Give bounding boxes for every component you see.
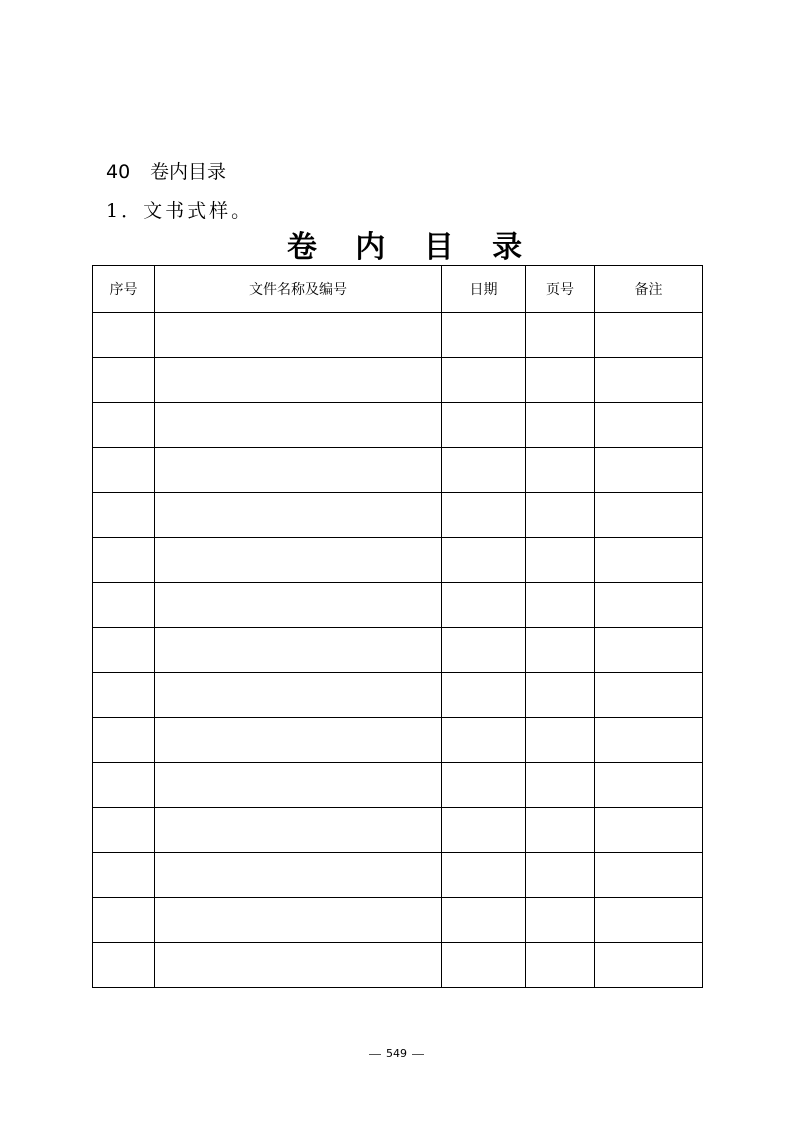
cell-date <box>442 448 526 493</box>
cell-file-name <box>155 313 442 358</box>
cell-file-name <box>155 763 442 808</box>
table-row <box>93 853 703 898</box>
cell-serial <box>93 673 155 718</box>
cell-date <box>442 538 526 583</box>
cell-date <box>442 943 526 988</box>
cell-date <box>442 493 526 538</box>
table-row <box>93 358 703 403</box>
page-footer <box>0 1046 793 1062</box>
cell-remarks <box>595 718 703 763</box>
document-title: 卷 内 目 录 <box>286 230 537 265</box>
table-row <box>93 718 703 763</box>
column-header-page: 页号 <box>526 266 595 313</box>
table-row <box>93 448 703 493</box>
cell-remarks <box>595 403 703 448</box>
table-row <box>93 763 703 808</box>
table-row <box>93 313 703 358</box>
footer-dash-right <box>412 1054 424 1055</box>
cell-remarks <box>595 673 703 718</box>
cell-file-name <box>155 538 442 583</box>
cell-page <box>526 898 595 943</box>
cell-file-name <box>155 898 442 943</box>
cell-date <box>442 808 526 853</box>
cell-page <box>526 718 595 763</box>
table-row <box>93 943 703 988</box>
cell-serial <box>93 358 155 403</box>
catalog-table <box>92 265 703 988</box>
table-row <box>93 673 703 718</box>
cell-page <box>526 943 595 988</box>
cell-file-name <box>155 808 442 853</box>
cell-remarks <box>595 448 703 493</box>
cell-page <box>526 493 595 538</box>
cell-remarks <box>595 898 703 943</box>
cell-serial <box>93 628 155 673</box>
cell-page <box>526 853 595 898</box>
cell-date <box>442 718 526 763</box>
table-row <box>93 808 703 853</box>
cell-page <box>526 403 595 448</box>
cell-serial <box>93 448 155 493</box>
cell-file-name <box>155 673 442 718</box>
cell-remarks <box>595 313 703 358</box>
cell-page <box>526 808 595 853</box>
cell-date <box>442 358 526 403</box>
cell-remarks <box>595 628 703 673</box>
cell-file-name <box>155 583 442 628</box>
table-row <box>93 628 703 673</box>
footer-dash-left <box>369 1054 381 1055</box>
cell-page <box>526 583 595 628</box>
cell-file-name <box>155 628 442 673</box>
cell-page <box>526 673 595 718</box>
cell-remarks <box>595 943 703 988</box>
cell-file-name <box>155 943 442 988</box>
cell-serial <box>93 853 155 898</box>
cell-serial <box>93 403 155 448</box>
cell-file-name <box>155 718 442 763</box>
cell-serial <box>93 583 155 628</box>
cell-remarks <box>595 853 703 898</box>
cell-page <box>526 763 595 808</box>
cell-remarks <box>595 538 703 583</box>
table-row <box>93 538 703 583</box>
column-header-serial: 序号 <box>93 266 155 313</box>
column-header-file-name: 文件名称及编号 <box>155 266 442 313</box>
cell-serial <box>93 538 155 583</box>
cell-date <box>442 628 526 673</box>
column-header-remarks: 备注 <box>595 266 703 313</box>
cell-file-name <box>155 358 442 403</box>
table-header-row <box>93 266 703 313</box>
cell-serial <box>93 898 155 943</box>
cell-remarks <box>595 583 703 628</box>
subheading: 1．文书式样。 <box>106 200 254 222</box>
table-body <box>93 313 703 988</box>
cell-date <box>442 313 526 358</box>
cell-page <box>526 448 595 493</box>
table-row <box>93 403 703 448</box>
cell-page <box>526 538 595 583</box>
cell-serial <box>93 718 155 763</box>
cell-serial <box>93 493 155 538</box>
cell-file-name <box>155 853 442 898</box>
cell-date <box>442 898 526 943</box>
cell-file-name <box>155 448 442 493</box>
cell-date <box>442 853 526 898</box>
cell-page <box>526 313 595 358</box>
cell-remarks <box>595 493 703 538</box>
page-number: 549 <box>386 1047 407 1060</box>
table-row <box>93 898 703 943</box>
cell-remarks <box>595 763 703 808</box>
section-number: 40 <box>106 161 131 183</box>
column-header-date: 日期 <box>442 266 526 313</box>
cell-serial <box>93 313 155 358</box>
cell-serial <box>93 943 155 988</box>
section-heading <box>106 158 226 186</box>
cell-remarks <box>595 358 703 403</box>
section-title: 卷内目录 <box>150 161 227 183</box>
cell-remarks <box>595 808 703 853</box>
cell-serial <box>93 808 155 853</box>
cell-page <box>526 358 595 403</box>
table-row <box>93 493 703 538</box>
cell-page <box>526 628 595 673</box>
table-row <box>93 583 703 628</box>
cell-date <box>442 763 526 808</box>
cell-file-name <box>155 493 442 538</box>
cell-date <box>442 403 526 448</box>
cell-date <box>442 583 526 628</box>
cell-date <box>442 673 526 718</box>
cell-serial <box>93 763 155 808</box>
cell-file-name <box>155 403 442 448</box>
